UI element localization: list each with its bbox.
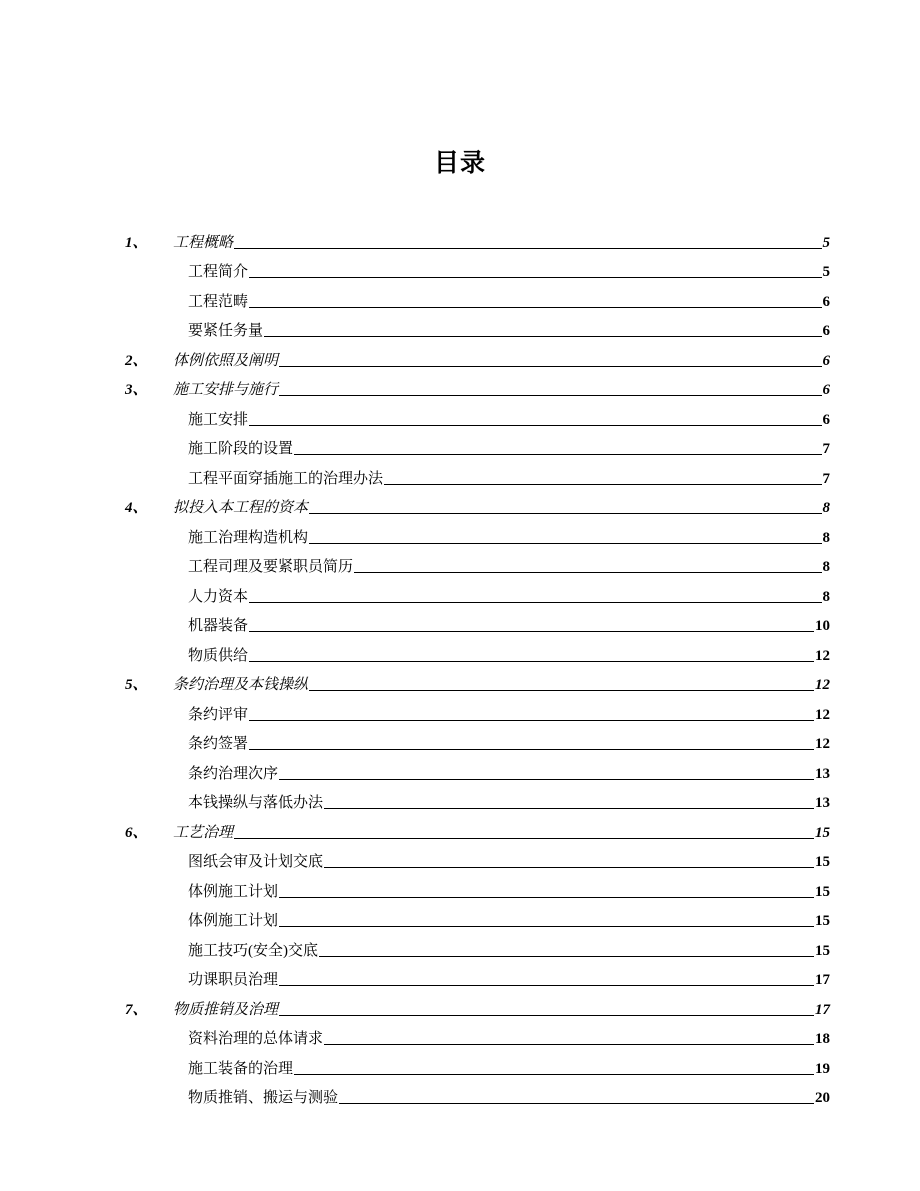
leader-line <box>249 720 814 721</box>
table-of-contents <box>125 222 830 1107</box>
entry-title: 工程简介 <box>188 264 249 280</box>
leader-line <box>279 897 814 898</box>
entry-title: 条约治理次序 <box>188 765 279 782</box>
leader-line <box>339 1103 814 1104</box>
entry-title: 体例施工计划 <box>188 883 279 900</box>
toc-subsection-entry[interactable] <box>125 635 830 665</box>
page-number: 15 <box>815 824 830 841</box>
leader-line <box>279 395 821 396</box>
leader-line <box>324 808 814 809</box>
toc-subsection-entry[interactable] <box>125 724 830 754</box>
entry-title: 图纸会审及计划交底 <box>188 854 324 870</box>
entry-title: 本钱操纵与落低办法 <box>188 795 324 811</box>
toc-subsection-entry[interactable] <box>125 960 830 990</box>
leader-line <box>279 985 814 986</box>
toc-subsection-entry[interactable] <box>125 753 830 783</box>
entry-title: 工程范畴 <box>188 293 249 310</box>
entry-title: 物质供给 <box>188 647 249 664</box>
page-number: 6 <box>822 323 830 339</box>
toc-section-entry[interactable] <box>125 665 830 695</box>
page-number: 15 <box>815 942 830 959</box>
entry-title: 机器装备 <box>188 618 249 634</box>
entry-title: 工程平面穿插施工的治理办法 <box>188 470 384 487</box>
leader-line <box>234 248 821 249</box>
entry-title: 人力资本 <box>188 588 249 605</box>
toc-subsection-entry[interactable] <box>125 842 830 872</box>
page-number: 8 <box>822 588 830 605</box>
page-number: 6 <box>822 352 830 369</box>
page-number: 6 <box>822 411 830 428</box>
leader-line <box>249 661 814 662</box>
entry-title: 施工安排与施行 <box>173 382 279 398</box>
leader-line <box>249 749 814 750</box>
leader-line <box>309 690 814 691</box>
entry-title: 施工技巧(安全)交底 <box>188 942 318 959</box>
page-number: 20 <box>815 1090 830 1106</box>
toc-subsection-entry[interactable] <box>125 783 830 813</box>
entry-title: 工程概略 <box>173 234 234 251</box>
entry-title: 拟投入本工程的资本 <box>173 500 309 516</box>
leader-line <box>309 543 821 544</box>
section-number: 3、 <box>125 382 148 398</box>
toc-subsection-entry[interactable] <box>125 871 830 901</box>
toc-subsection-entry[interactable] <box>125 901 830 931</box>
toc-subsection-entry[interactable] <box>125 694 830 724</box>
section-number: 2、 <box>125 352 148 369</box>
entry-title: 条约评审 <box>188 706 249 723</box>
leader-line <box>279 926 814 927</box>
leader-line <box>249 631 814 632</box>
entry-title: 施工装备的治理 <box>188 1060 294 1077</box>
leader-line <box>249 425 821 426</box>
toc-subsection-entry[interactable] <box>125 281 830 311</box>
toc-subsection-entry[interactable] <box>125 252 830 282</box>
page-number: 8 <box>822 529 830 546</box>
toc-subsection-entry[interactable] <box>125 311 830 341</box>
leader-line <box>279 1015 814 1016</box>
page-number: 5 <box>822 234 830 251</box>
leader-line <box>249 277 821 278</box>
toc-subsection-entry[interactable] <box>125 1078 830 1108</box>
toc-section-entry[interactable] <box>125 812 830 842</box>
page-number: 10 <box>815 618 830 634</box>
leader-line <box>324 1044 814 1045</box>
leader-line <box>234 838 814 839</box>
page-number: 17 <box>815 972 830 988</box>
leader-line <box>309 513 821 514</box>
section-number: 7、 <box>125 1001 148 1018</box>
toc-subsection-entry[interactable] <box>125 517 830 547</box>
page-number: 15 <box>815 883 830 900</box>
leader-line <box>319 956 814 957</box>
leader-line <box>294 1074 814 1075</box>
toc-subsection-entry[interactable] <box>125 399 830 429</box>
page-number: 8 <box>822 559 830 575</box>
toc-section-entry[interactable] <box>125 222 830 252</box>
leader-line <box>354 572 821 573</box>
toc-section-entry[interactable] <box>125 488 830 518</box>
entry-title: 施工阶段的设置 <box>188 441 294 457</box>
toc-section-entry[interactable] <box>125 989 830 1019</box>
section-number: 4、 <box>125 500 148 516</box>
entry-title: 条约签署 <box>188 736 249 752</box>
page-number: 15 <box>815 913 830 929</box>
entry-title: 物质推销、搬运与测验 <box>188 1090 339 1106</box>
page-number: 19 <box>815 1060 830 1077</box>
toc-section-entry[interactable] <box>125 370 830 400</box>
entry-title: 施工安排 <box>188 411 249 428</box>
section-number: 5、 <box>125 677 148 693</box>
page-number: 13 <box>815 795 830 811</box>
page-number: 18 <box>815 1031 830 1047</box>
leader-line <box>294 454 821 455</box>
page-number: 12 <box>815 647 830 664</box>
toc-subsection-entry[interactable] <box>125 576 830 606</box>
section-number: 1、 <box>125 234 148 251</box>
entry-title: 体例依照及阐明 <box>173 352 279 369</box>
leader-line <box>264 336 821 337</box>
page-number: 12 <box>815 706 830 723</box>
entry-title: 条约治理及本钱操纵 <box>173 677 309 693</box>
page-number: 12 <box>815 677 830 693</box>
leader-line <box>384 484 821 485</box>
leader-line <box>249 602 821 603</box>
entry-title: 体例施工计划 <box>188 913 279 929</box>
toc-title: 目录 <box>433 150 486 177</box>
toc-subsection-entry[interactable] <box>125 1048 830 1078</box>
page-number: 7 <box>822 470 830 487</box>
toc-subsection-entry[interactable] <box>125 547 830 577</box>
leader-line <box>279 366 821 367</box>
toc-subsection-entry[interactable] <box>125 1019 830 1049</box>
entry-title: 工艺治理 <box>173 824 234 841</box>
leader-line <box>324 867 814 868</box>
toc-subsection-entry[interactable] <box>125 930 830 960</box>
toc-subsection-entry[interactable] <box>125 606 830 636</box>
page-number: 8 <box>822 500 830 516</box>
page-number: 6 <box>822 382 830 398</box>
page-number: 6 <box>822 293 830 310</box>
page-number: 12 <box>815 736 830 752</box>
page-number: 15 <box>815 854 830 870</box>
page-number: 7 <box>822 441 830 457</box>
page-number: 17 <box>815 1001 830 1018</box>
toc-subsection-entry[interactable] <box>125 429 830 459</box>
entry-title: 功课职员治理 <box>188 972 279 988</box>
leader-line <box>279 779 814 780</box>
entry-title: 要紧任务量 <box>188 323 264 339</box>
entry-title: 工程司理及要紧职员简历 <box>188 559 354 575</box>
entry-title: 施工治理构造机构 <box>188 529 309 546</box>
section-number: 6、 <box>125 824 148 841</box>
page-number: 5 <box>822 264 830 280</box>
leader-line <box>249 307 821 308</box>
entry-title: 物质推销及治理 <box>173 1001 279 1018</box>
toc-subsection-entry[interactable] <box>125 458 830 488</box>
page-number: 13 <box>815 765 830 782</box>
toc-section-entry[interactable] <box>125 340 830 370</box>
entry-title: 资料治理的总体请求 <box>188 1031 324 1047</box>
